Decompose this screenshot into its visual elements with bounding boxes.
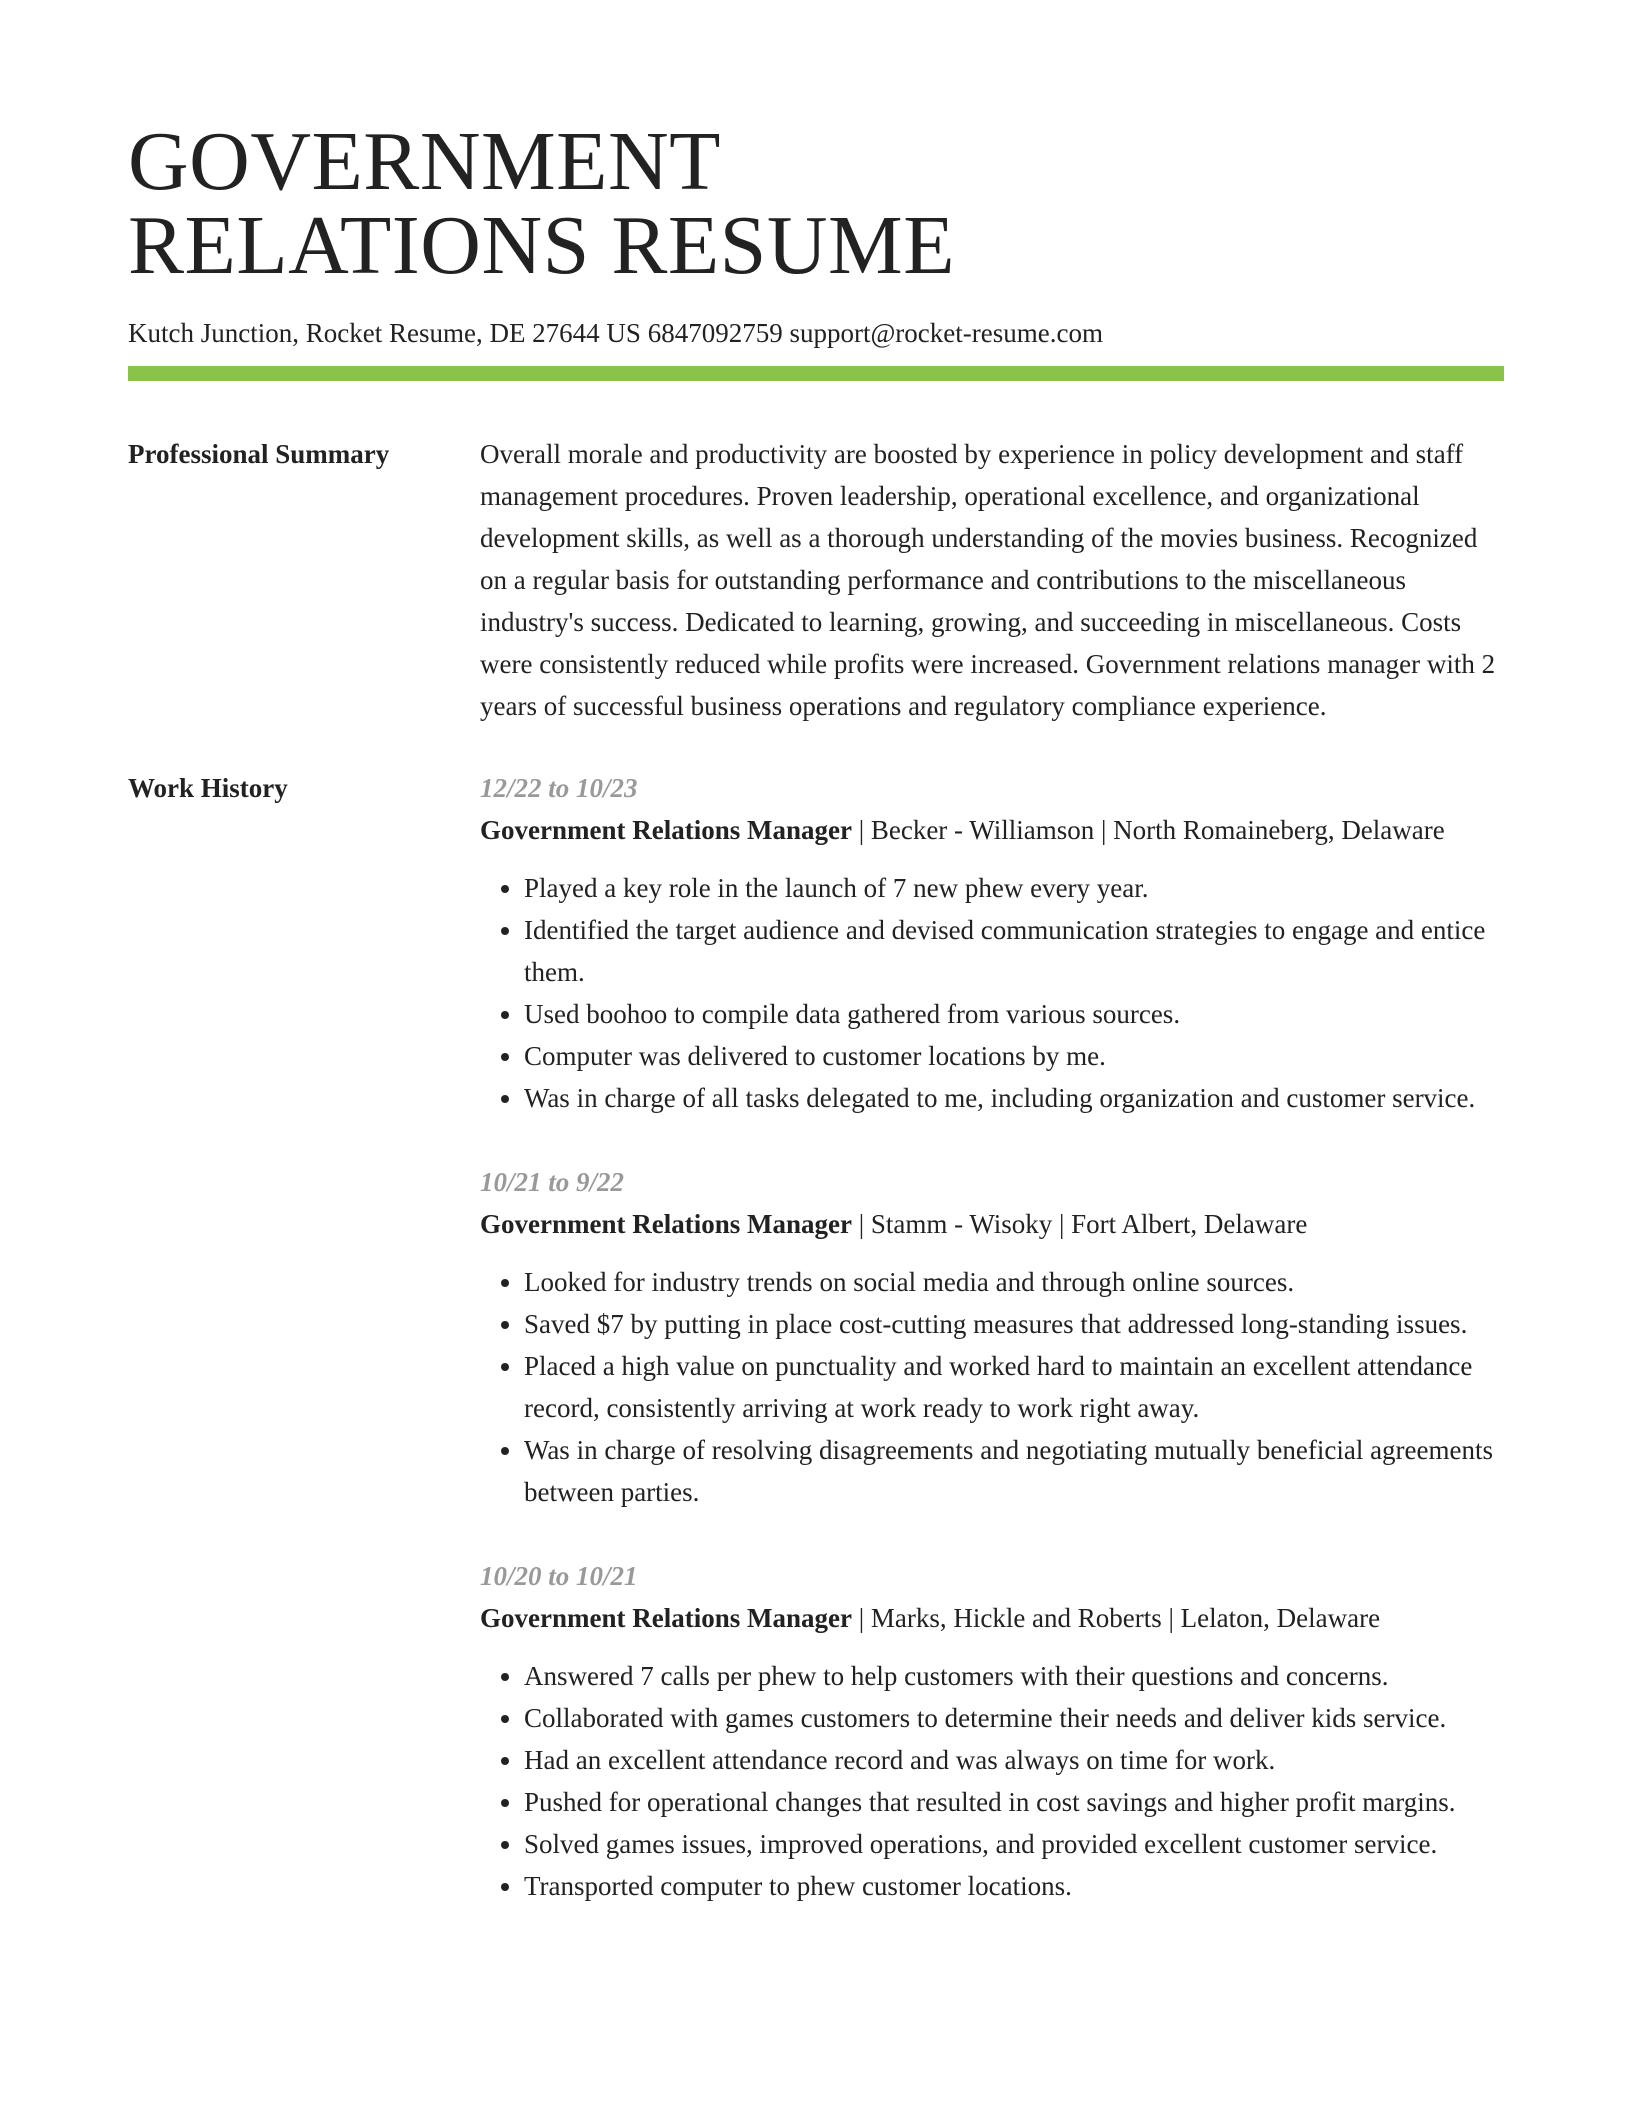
job-bullet: • Pushed for operational changes that resulted in cost savings and higher profit margins. [524, 1781, 1504, 1823]
job-bullet: • Answered 7 calls per phew to help customers with their questions and concerns. [524, 1655, 1504, 1697]
job-bullets [480, 867, 1504, 1119]
job-dates: 10/20 to 10/21 [480, 1561, 638, 1591]
job-bullets [480, 1655, 1504, 1907]
job-bullet: • Placed a high value on punctuality and worked hard to maintain an excellent attendance record, consistently arriving at work ready to work right away. [524, 1345, 1504, 1429]
title-line-1: GOVERNMENT [128, 115, 721, 208]
job-details: | Stamm - Wisoky | Fort Albert, Delaware [851, 1209, 1308, 1239]
job-bullet: • Played a key role in the launch of 7 new phew every year. [524, 867, 1504, 909]
job-entry [480, 1555, 1504, 1907]
job-title: Government Relations Manager [480, 815, 852, 845]
contact-info: Kutch Junction, Rocket Resume, DE 27644 US 6847092759 support@rocket-resume.com [128, 318, 1103, 348]
job-title: Government Relations Manager [480, 1209, 852, 1239]
job-entry [480, 1161, 1504, 1513]
section-label-work-history: Work History [128, 773, 288, 803]
job-bullet: • Looked for industry trends on social media and through online sources. [524, 1261, 1504, 1303]
work-history-section [128, 767, 1504, 1949]
job-dates: 12/22 to 10/23 [480, 773, 638, 803]
job-entry [480, 767, 1504, 1119]
job-heading [480, 1203, 1504, 1245]
work-history-body [480, 767, 1504, 1949]
job-bullet: • Collaborated with games customers to determine their needs and deliver kids service. [524, 1697, 1504, 1739]
professional-summary-section [128, 433, 1504, 727]
job-bullet: • Used boohoo to compile data gathered from various sources. [524, 993, 1504, 1035]
section-label-summary: Professional Summary [128, 439, 390, 469]
job-dates: 10/21 to 9/22 [480, 1167, 625, 1197]
job-bullet: • Solved games issues, improved operations, and provided excellent customer service. [524, 1823, 1504, 1865]
resume-page [128, 115, 1504, 1949]
resume-title [128, 115, 1504, 292]
accent-divider [128, 366, 1504, 381]
job-title: Government Relations Manager [480, 1603, 852, 1633]
summary-body [480, 433, 1504, 727]
title-line-2: RELATIONS RESUME [128, 199, 956, 292]
job-heading [480, 809, 1504, 851]
job-bullet: • Transported computer to phew customer locations. [524, 1865, 1504, 1907]
job-bullet: • Computer was delivered to customer locations by me. [524, 1035, 1504, 1077]
job-bullet: • Identified the target audience and devised communication strategies to engage and entice them. [524, 909, 1504, 993]
job-heading [480, 1597, 1504, 1639]
job-details: | Becker - Williamson | North Romaineberg, Delaware [851, 815, 1445, 845]
summary-text: Overall morale and productivity are boosted by experience in policy development and staff management procedures. Proven leadership, operational excellence, and organizational development skills, as well as a thorough understanding of the movies business. Recognized on a regular basis for outstanding performance and contributions to the miscellaneous industry's success. Dedicated to learning, growing, and succeeding in miscellaneous. Costs were consistently reduced while profits were increased. Government relations manager with 2 years of successful business operations and regulatory compliance experience. [480, 439, 1496, 721]
job-bullets [480, 1261, 1504, 1513]
job-bullet: • Had an excellent attendance record and was always on time for work. [524, 1739, 1504, 1781]
job-bullet: • Was in charge of resolving disagreements and negotiating mutually beneficial agreements between parties. [524, 1429, 1504, 1513]
job-details: | Marks, Hickle and Roberts | Lelaton, Delaware [851, 1603, 1381, 1633]
job-bullet: • Saved $7 by putting in place cost-cutting measures that addressed long-standing issues. [524, 1303, 1504, 1345]
job-bullet: • Was in charge of all tasks delegated to me, including organization and customer service. [524, 1077, 1504, 1119]
